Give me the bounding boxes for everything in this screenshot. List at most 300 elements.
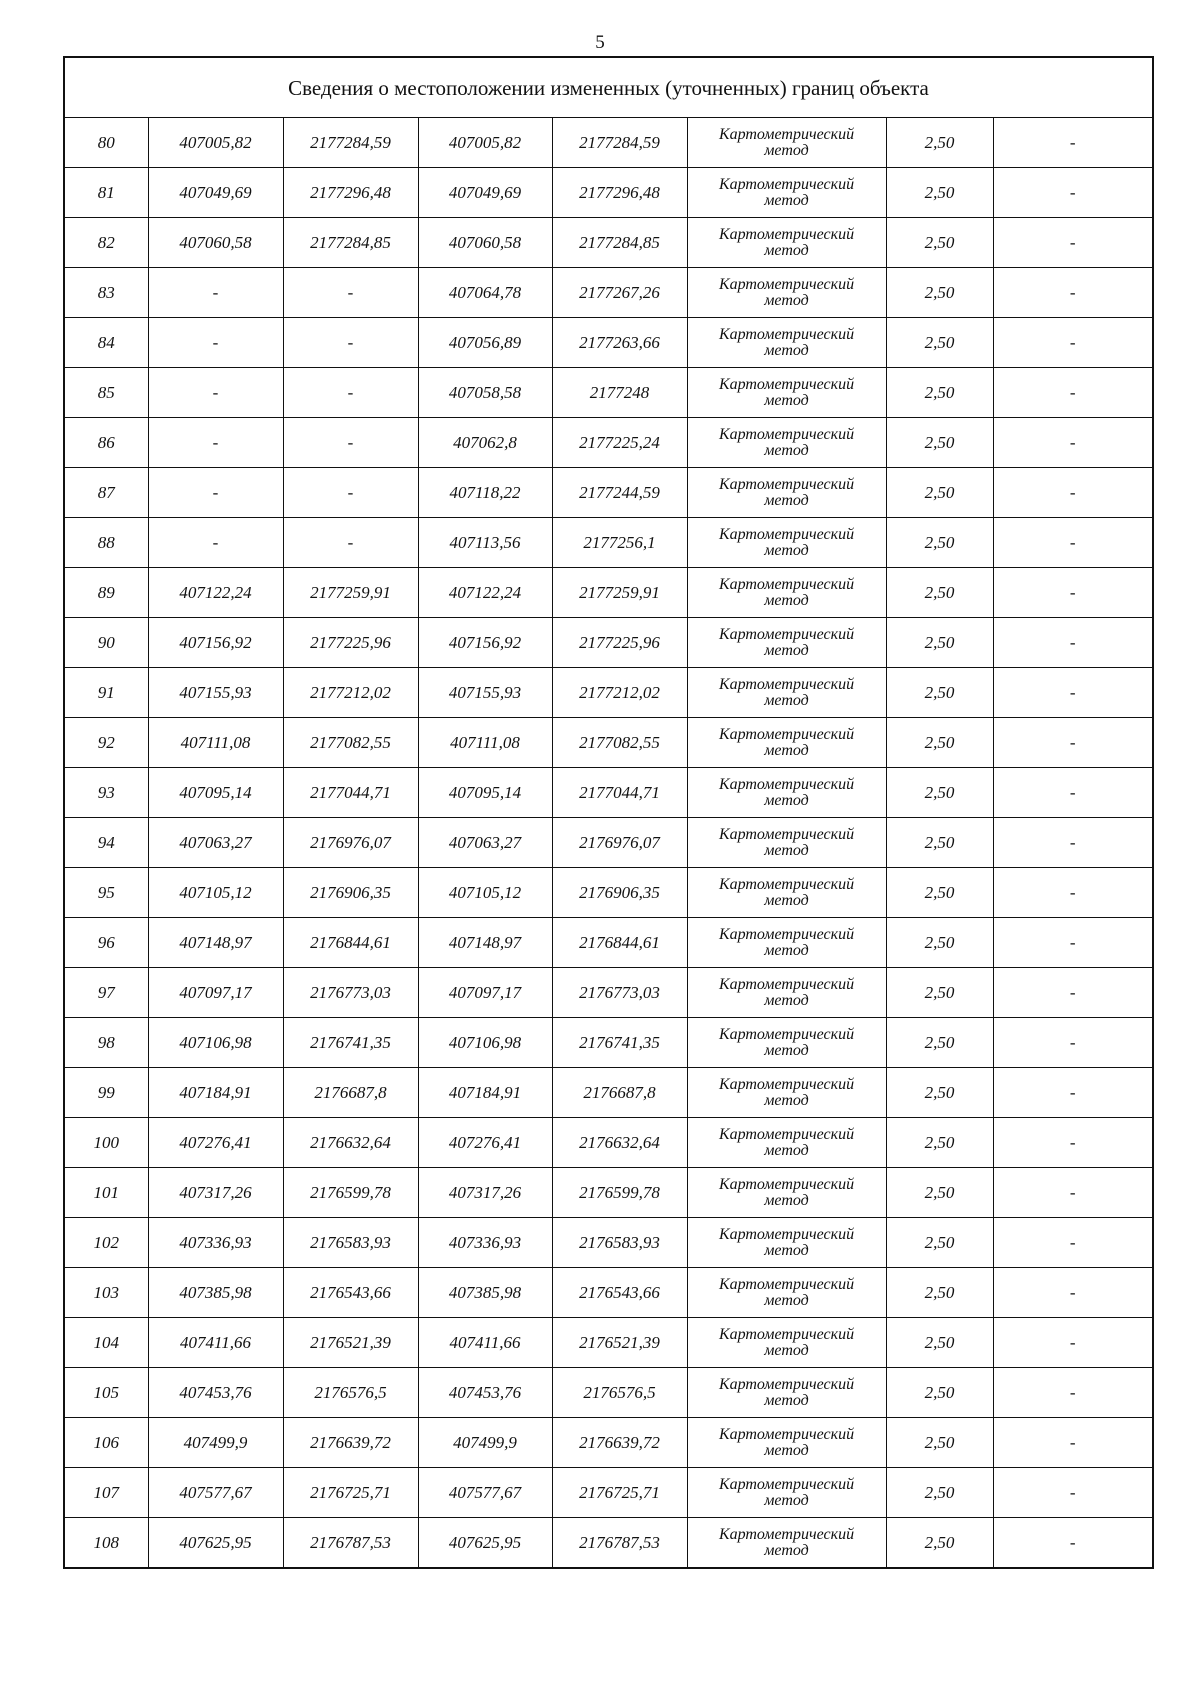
new-x-cell: 407058,58 [418,368,552,418]
table-row [64,968,1153,1018]
table-caption-row [64,57,1153,118]
new-y-cell: 2176521,39 [552,1318,687,1368]
point-number-cell: 85 [64,368,148,418]
method-cell [687,718,886,768]
note-cell: - [993,918,1153,968]
table-row [64,1018,1153,1068]
note-cell: - [993,1418,1153,1468]
new-x-cell: 407106,98 [418,1018,552,1068]
new-y-cell: 2177256,1 [552,518,687,568]
method-label-line1: Картометрический [718,1375,855,1393]
method-label-line2: метод [764,641,809,659]
page-number: 5 [595,32,605,53]
method-label-line1: Картометрический [718,275,855,293]
method-label-line1: Картометрический [718,925,855,943]
method-label-line2: метод [764,1041,809,1059]
new-x-cell: 407385,98 [418,1268,552,1318]
method-label-line1: Картометрический [718,1325,855,1343]
method-label-line2: метод [764,391,809,409]
point-number-cell: 95 [64,868,148,918]
point-number-cell: 92 [64,718,148,768]
existing-y-cell: 2176632,64 [283,1118,418,1168]
existing-y-cell: 2176773,03 [283,968,418,1018]
method-label-line1: Картометрический [718,475,855,493]
point-number-cell: 90 [64,618,148,668]
method-label-line2: метод [764,791,809,809]
new-y-cell: 2177248 [552,368,687,418]
accuracy-cell: 2,50 [886,1468,993,1518]
new-x-cell: 407118,22 [418,468,552,518]
point-number-cell: 102 [64,1218,148,1268]
method-label-line1: Картометрический [718,1425,855,1443]
point-number-cell: 83 [64,268,148,318]
existing-x-cell: 407184,91 [148,1068,283,1118]
new-y-cell: 2176583,93 [552,1218,687,1268]
point-number-cell: 105 [64,1368,148,1418]
new-x-cell: 407148,97 [418,918,552,968]
existing-y-cell: 2176844,61 [283,918,418,968]
method-label-line2: метод [764,341,809,359]
new-x-cell: 407005,82 [418,118,552,168]
method-label-line1: Картометрический [718,1275,855,1293]
method-label-line2: метод [764,1341,809,1359]
new-y-cell: 2177044,71 [552,768,687,818]
point-number-cell: 96 [64,918,148,968]
new-y-cell: 2176906,35 [552,868,687,918]
accuracy-cell: 2,50 [886,518,993,568]
existing-x-cell: 407317,26 [148,1168,283,1218]
existing-x-cell: 407060,58 [148,218,283,268]
accuracy-cell: 2,50 [886,618,993,668]
existing-x-cell: 407385,98 [148,1268,283,1318]
method-label-line1: Картометрический [718,1075,855,1093]
new-y-cell: 2176787,53 [552,1518,687,1569]
method-label-line1: Картометрический [718,525,855,543]
note-cell: - [993,818,1153,868]
accuracy-cell: 2,50 [886,218,993,268]
accuracy-cell: 2,50 [886,418,993,468]
table-row [64,868,1153,918]
existing-x-cell: 407156,92 [148,618,283,668]
accuracy-cell: 2,50 [886,1368,993,1418]
point-number-cell: 107 [64,1468,148,1518]
method-label-line1: Картометрический [718,575,855,593]
existing-y-cell: 2177225,96 [283,618,418,668]
existing-x-cell: 407411,66 [148,1318,283,1368]
new-x-cell: 407095,14 [418,768,552,818]
method-cell [687,1018,886,1068]
table-row [64,1168,1153,1218]
method-cell [687,1418,886,1468]
existing-y-cell: - [283,418,418,468]
point-number-cell: 80 [64,118,148,168]
existing-y-cell: 2176521,39 [283,1318,418,1368]
new-x-cell: 407155,93 [418,668,552,718]
existing-y-cell: 2176583,93 [283,1218,418,1268]
new-y-cell: 2176543,66 [552,1268,687,1318]
method-label-line2: метод [764,991,809,1009]
note-cell: - [993,518,1153,568]
method-label-line2: метод [764,541,809,559]
accuracy-cell: 2,50 [886,118,993,168]
method-label-line1: Картометрический [718,225,855,243]
method-label-line1: Картометрический [718,1225,855,1243]
method-label-line1: Картометрический [718,1175,855,1193]
new-x-cell: 407105,12 [418,868,552,918]
new-y-cell: 2177082,55 [552,718,687,768]
existing-x-cell: - [148,418,283,468]
accuracy-cell: 2,50 [886,268,993,318]
new-y-cell: 2177267,26 [552,268,687,318]
new-x-cell: 407499,9 [418,1418,552,1468]
new-x-cell: 407184,91 [418,1068,552,1118]
point-number-cell: 94 [64,818,148,868]
method-cell [687,518,886,568]
accuracy-cell: 2,50 [886,468,993,518]
accuracy-cell: 2,50 [886,718,993,768]
new-y-cell: 2176599,78 [552,1168,687,1218]
accuracy-cell: 2,50 [886,1318,993,1368]
point-number-cell: 103 [64,1268,148,1318]
note-cell: - [993,968,1153,1018]
accuracy-cell: 2,50 [886,768,993,818]
existing-x-cell: 407005,82 [148,118,283,168]
table-body [64,57,1153,1568]
point-number-cell: 81 [64,168,148,218]
existing-y-cell: 2177044,71 [283,768,418,818]
method-label-line1: Картометрический [718,625,855,643]
new-y-cell: 2177284,85 [552,218,687,268]
point-number-cell: 88 [64,518,148,568]
method-label-line1: Картометрический [718,1025,855,1043]
method-cell [687,118,886,168]
note-cell: - [993,318,1153,368]
accuracy-cell: 2,50 [886,1118,993,1168]
method-cell [687,818,886,868]
existing-x-cell: - [148,268,283,318]
accuracy-cell: 2,50 [886,918,993,968]
method-cell [687,868,886,918]
new-x-cell: 407049,69 [418,168,552,218]
method-label-line2: метод [764,1141,809,1159]
note-cell: - [993,218,1153,268]
note-cell: - [993,668,1153,718]
existing-x-cell: 407577,67 [148,1468,283,1518]
new-y-cell: 2177212,02 [552,668,687,718]
note-cell: - [993,1068,1153,1118]
existing-x-cell: 407122,24 [148,568,283,618]
method-label-line1: Картометрический [718,725,855,743]
method-cell [687,768,886,818]
table-row [64,668,1153,718]
method-label-line2: метод [764,1191,809,1209]
existing-y-cell: 2176599,78 [283,1168,418,1218]
method-label-line1: Картометрический [718,375,855,393]
existing-y-cell: 2176687,8 [283,1068,418,1118]
method-cell [687,1518,886,1569]
point-number-cell: 91 [64,668,148,718]
new-x-cell: 407577,67 [418,1468,552,1518]
method-cell [687,218,886,268]
new-x-cell: 407276,41 [418,1118,552,1168]
table-row [64,1468,1153,1518]
note-cell: - [993,1368,1153,1418]
accuracy-cell: 2,50 [886,968,993,1018]
point-number-cell: 89 [64,568,148,618]
method-cell [687,968,886,1018]
point-number-cell: 99 [64,1068,148,1118]
method-label-line2: метод [764,591,809,609]
new-x-cell: 407156,92 [418,618,552,668]
method-cell [687,368,886,418]
table-row [64,1268,1153,1318]
method-cell [687,418,886,468]
existing-y-cell: - [283,468,418,518]
existing-x-cell: 407106,98 [148,1018,283,1068]
existing-y-cell: 2176906,35 [283,868,418,918]
new-y-cell: 2177244,59 [552,468,687,518]
note-cell: - [993,718,1153,768]
method-cell [687,168,886,218]
table-row [64,1518,1153,1569]
new-x-cell: 407453,76 [418,1368,552,1418]
new-x-cell: 407625,95 [418,1518,552,1569]
note-cell: - [993,618,1153,668]
existing-y-cell: 2176741,35 [283,1018,418,1068]
table-row [64,918,1153,968]
existing-y-cell: - [283,518,418,568]
existing-x-cell: 407276,41 [148,1118,283,1168]
accuracy-cell: 2,50 [886,1018,993,1068]
accuracy-cell: 2,50 [886,318,993,368]
existing-x-cell: - [148,318,283,368]
table-row [64,718,1153,768]
existing-x-cell: 407499,9 [148,1418,283,1468]
existing-x-cell: 407105,12 [148,868,283,918]
existing-y-cell: 2177284,59 [283,118,418,168]
method-label-line2: метод [764,191,809,209]
method-label-line1: Картометрический [718,675,855,693]
accuracy-cell: 2,50 [886,1418,993,1468]
table-row [64,1068,1153,1118]
existing-x-cell: 407155,93 [148,668,283,718]
table-row [64,418,1153,468]
existing-y-cell: 2177284,85 [283,218,418,268]
method-label-line1: Картометрический [718,1525,855,1543]
existing-x-cell: - [148,518,283,568]
new-x-cell: 407411,66 [418,1318,552,1368]
method-cell [687,1068,886,1118]
method-cell [687,1268,886,1318]
note-cell: - [993,1518,1153,1569]
method-label-line2: метод [764,491,809,509]
point-number-cell: 104 [64,1318,148,1368]
method-label-line1: Картометрический [718,1125,855,1143]
method-label-line1: Картометрический [718,1475,855,1493]
table-row [64,1318,1153,1368]
method-label-line1: Картометрический [718,975,855,993]
method-label-line2: метод [764,1391,809,1409]
table-row [64,318,1153,368]
table-row [64,1118,1153,1168]
existing-x-cell: 407625,95 [148,1518,283,1569]
new-x-cell: 407113,56 [418,518,552,568]
method-label-line1: Картометрический [718,875,855,893]
new-y-cell: 2177284,59 [552,118,687,168]
method-label-line1: Картометрический [718,425,855,443]
method-cell [687,1318,886,1368]
existing-y-cell: 2176576,5 [283,1368,418,1418]
note-cell: - [993,418,1153,468]
method-label-line2: метод [764,941,809,959]
table-row [64,368,1153,418]
note-cell: - [993,168,1153,218]
point-number-cell: 106 [64,1418,148,1468]
existing-y-cell: 2177259,91 [283,568,418,618]
new-x-cell: 407111,08 [418,718,552,768]
new-x-cell: 407060,58 [418,218,552,268]
existing-x-cell: 407097,17 [148,968,283,1018]
method-label-line1: Картометрический [718,125,855,143]
accuracy-cell: 2,50 [886,1518,993,1569]
existing-x-cell: 407148,97 [148,918,283,968]
table-row [64,618,1153,668]
accuracy-cell: 2,50 [886,1218,993,1268]
accuracy-cell: 2,50 [886,868,993,918]
existing-y-cell: 2176639,72 [283,1418,418,1468]
method-label-line2: метод [764,841,809,859]
new-y-cell: 2177296,48 [552,168,687,218]
new-y-cell: 2176976,07 [552,818,687,868]
method-label-line2: метод [764,1291,809,1309]
new-y-cell: 2176639,72 [552,1418,687,1468]
existing-x-cell: 407336,93 [148,1218,283,1268]
point-number-cell: 84 [64,318,148,368]
note-cell: - [993,1118,1153,1168]
new-x-cell: 407097,17 [418,968,552,1018]
method-label-line2: метод [764,1491,809,1509]
method-label-line2: метод [764,741,809,759]
existing-x-cell: 407453,76 [148,1368,283,1418]
note-cell: - [993,1168,1153,1218]
accuracy-cell: 2,50 [886,1068,993,1118]
table-row [64,218,1153,268]
point-number-cell: 100 [64,1118,148,1168]
accuracy-cell: 2,50 [886,1268,993,1318]
note-cell: - [993,1468,1153,1518]
new-y-cell: 2176687,8 [552,1068,687,1118]
note-cell: - [993,1218,1153,1268]
note-cell: - [993,868,1153,918]
method-cell [687,1168,886,1218]
point-number-cell: 93 [64,768,148,818]
method-label-line2: метод [764,441,809,459]
existing-y-cell: 2177296,48 [283,168,418,218]
existing-y-cell: 2177212,02 [283,668,418,718]
note-cell: - [993,368,1153,418]
point-number-cell: 97 [64,968,148,1018]
point-number-cell: 98 [64,1018,148,1068]
boundary-coordinates-table [63,56,1154,1569]
existing-y-cell: - [283,318,418,368]
table-row [64,168,1153,218]
method-cell [687,1468,886,1518]
existing-y-cell: - [283,268,418,318]
method-label-line2: метод [764,1241,809,1259]
accuracy-cell: 2,50 [886,568,993,618]
note-cell: - [993,768,1153,818]
note-cell: - [993,268,1153,318]
table-row [64,268,1153,318]
point-number-cell: 86 [64,418,148,468]
method-cell [687,618,886,668]
point-number-cell: 101 [64,1168,148,1218]
existing-y-cell: - [283,368,418,418]
method-label-line2: метод [764,291,809,309]
accuracy-cell: 2,50 [886,668,993,718]
table-row [64,1368,1153,1418]
table-row [64,818,1153,868]
table-row [64,518,1153,568]
method-label-line2: метод [764,141,809,159]
table-row [64,118,1153,168]
method-label-line2: метод [764,1441,809,1459]
method-label-line2: метод [764,891,809,909]
existing-x-cell: 407049,69 [148,168,283,218]
table-row [64,1218,1153,1268]
existing-y-cell: 2176787,53 [283,1518,418,1569]
accuracy-cell: 2,50 [886,368,993,418]
existing-x-cell: - [148,368,283,418]
method-label-line2: метод [764,691,809,709]
existing-x-cell: 407063,27 [148,818,283,868]
new-y-cell: 2176725,71 [552,1468,687,1518]
table-row [64,468,1153,518]
new-x-cell: 407056,89 [418,318,552,368]
table-row [64,768,1153,818]
point-number-cell: 87 [64,468,148,518]
new-y-cell: 2176773,03 [552,968,687,1018]
method-label-line1: Картометрический [718,325,855,343]
accuracy-cell: 2,50 [886,168,993,218]
method-cell [687,468,886,518]
new-x-cell: 407064,78 [418,268,552,318]
method-label-line1: Картометрический [718,825,855,843]
method-cell [687,268,886,318]
new-y-cell: 2177259,91 [552,568,687,618]
method-cell [687,1218,886,1268]
method-label-line1: Картометрический [718,775,855,793]
accuracy-cell: 2,50 [886,1168,993,1218]
note-cell: - [993,118,1153,168]
method-label-line1: Картометрический [718,175,855,193]
new-x-cell: 407122,24 [418,568,552,618]
method-cell [687,668,886,718]
method-cell [687,1368,886,1418]
new-y-cell: 2177225,24 [552,418,687,468]
note-cell: - [993,568,1153,618]
note-cell: - [993,1018,1153,1068]
new-x-cell: 407062,8 [418,418,552,468]
method-cell [687,318,886,368]
point-number-cell: 108 [64,1518,148,1569]
existing-x-cell: 407095,14 [148,768,283,818]
new-y-cell: 2177263,66 [552,318,687,368]
method-label-line2: метод [764,1091,809,1109]
new-y-cell: 2176576,5 [552,1368,687,1418]
existing-y-cell: 2176725,71 [283,1468,418,1518]
method-label-line2: метод [764,241,809,259]
